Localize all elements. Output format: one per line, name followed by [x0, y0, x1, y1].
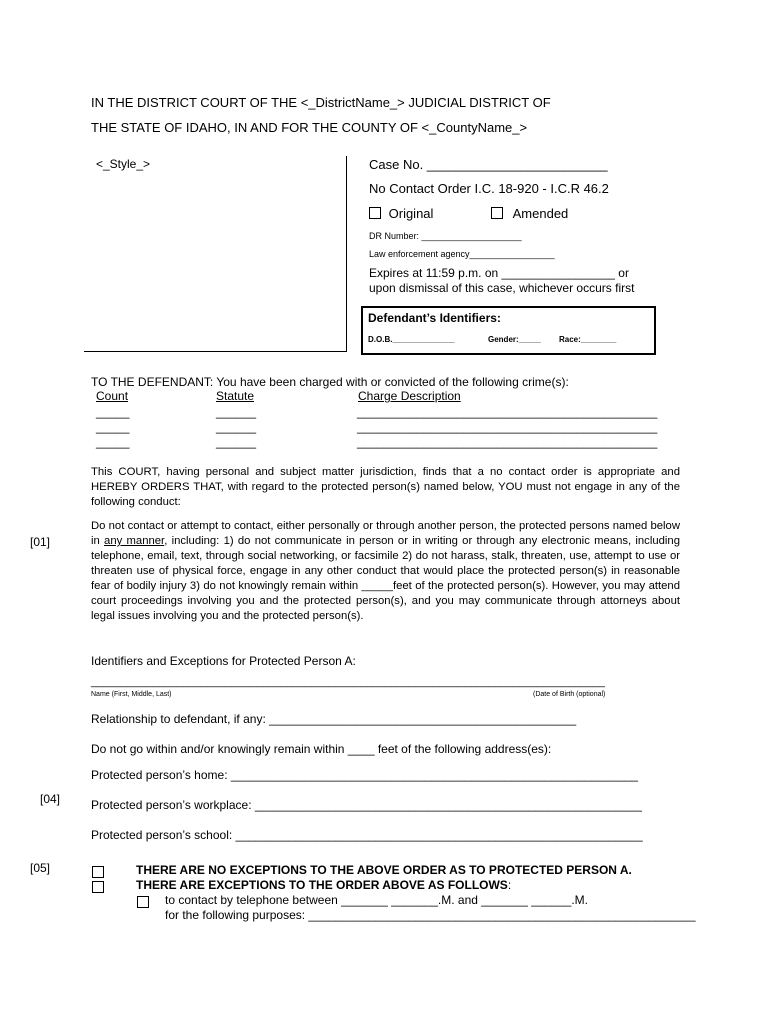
telephone-exception-checkbox[interactable] — [137, 894, 149, 912]
distance-address-line[interactable]: Do not go within and/or knowingly remain within ____ feet of the following address(es): — [91, 742, 552, 756]
any-manner-text: any manner — [104, 535, 165, 547]
description-header: Charge Description — [358, 389, 461, 403]
gender-field[interactable]: Gender:_____ — [488, 335, 541, 344]
section-04-number: [04] — [40, 792, 61, 806]
purposes-field[interactable]: for the following purposes: __________________________________________________________ — [165, 908, 696, 922]
caption-divider — [346, 156, 347, 352]
workplace-address-field[interactable]: Protected person’s workplace: __________________________________________________________ — [91, 798, 642, 812]
exceptions-checkbox[interactable] — [92, 879, 104, 897]
relationship-field[interactable]: Relationship to defendant, if any: ______________________________________________ — [91, 712, 577, 726]
section-01-text: feet of the protected person(s). However, you may attend court proceedings involving you and the protected person(s), and you may communicate through attorneys about legal issues involving you and the protected person(s). — [91, 580, 680, 622]
dob-field[interactable]: D.O.B.______________ — [368, 335, 455, 344]
charge-statute[interactable]: ______ — [216, 420, 257, 434]
law-agency-field[interactable]: Law enforcement agency_________________ — [369, 249, 555, 259]
charge-description[interactable]: _____________________________________________ — [357, 405, 658, 419]
case-number[interactable]: Case No. _________________________ — [369, 157, 608, 172]
original-checkbox[interactable] — [369, 207, 381, 219]
charge-description[interactable]: _____________________________________________ — [357, 420, 658, 434]
findings-paragraph: This COURT, having personal and subject matter jurisdiction, finds that a no contact order is appropriate and HEREBY ORDERS THAT, with regard to the protected person(s) named below, YOU must not engage in any of the following conduct: — [91, 466, 680, 508]
charge-statute[interactable]: ______ — [216, 405, 257, 419]
original-option[interactable] — [369, 206, 433, 221]
caption-bottom-rule — [84, 351, 347, 352]
person-a-heading: Identifiers and Exceptions for Protected Person A: — [91, 654, 356, 668]
court-header-line-1: IN THE DISTRICT COURT OF THE <_DistrictName_> JUDICIAL DISTRICT OF — [91, 95, 551, 110]
telephone-exception-field[interactable]: to contact by telephone between _______ _______.M. and _______ ______.M. — [165, 893, 589, 907]
name-caption: Name (First, Middle, Last) — [91, 691, 172, 698]
school-address-field[interactable]: Protected person’s school: _____________________________________________________________ — [91, 828, 643, 842]
section-01-paragraph — [91, 519, 680, 624]
charge-count[interactable]: _____ — [96, 405, 130, 419]
dr-number-field[interactable]: DR Number: ____________________ — [369, 231, 522, 241]
section-01-text: , including: 1) do not communicate in person or in writing or through any electronic means, including telephone, email, text, through social networking, or facsimile 2) do not harass, stalk, threaten, use, attempt to use or threaten use of physical force, engage in any other conduct that would place the protected person(s) in reasonable fear of bodily injury 3) do not knowingly remain within — [91, 535, 680, 592]
amended-option[interactable] — [491, 206, 568, 221]
original-label: Original — [388, 206, 434, 221]
style-placeholder: <_Style_> — [96, 157, 151, 171]
charge-description[interactable]: _____________________________________________ — [357, 435, 658, 449]
home-address-field[interactable]: Protected person’s home: _____________________________________________________________ — [91, 768, 638, 782]
exceptions-label — [136, 878, 511, 892]
no-exceptions-label: THERE ARE NO EXCEPTIONS TO THE ABOVE ORDER AS TO PROTECTED PERSON A. — [136, 863, 632, 877]
charge-count[interactable]: _____ — [96, 435, 130, 449]
count-header: Count — [96, 389, 129, 403]
charge-statute[interactable]: ______ — [216, 435, 257, 449]
expires-line-1: Expires at 11:59 p.m. on _________________ or — [369, 266, 629, 280]
race-field[interactable]: Race:________ — [559, 335, 617, 344]
section-01-number: [01] — [30, 535, 51, 549]
exceptions-colon: : — [507, 878, 512, 892]
section-05-number: [05] — [30, 861, 51, 875]
order-title: No Contact Order I.C. 18-920 - I.C.R 46.2 — [369, 181, 609, 196]
identifiers-title: Defendant’s Identifiers: — [368, 311, 501, 325]
expires-line-2: upon dismissal of this case, whichever occurs first — [369, 281, 635, 295]
distance-feet-blank[interactable]: _____ — [361, 580, 393, 592]
exceptions-text: THERE ARE EXCEPTIONS TO THE ORDER ABOVE AS FOLLOWS — [136, 878, 508, 892]
charge-count[interactable]: _____ — [96, 420, 130, 434]
person-a-name-line[interactable]: ____________________________________________________________________________________ — [91, 676, 605, 688]
court-header-line-2: THE STATE OF IDAHO, IN AND FOR THE COUNTY OF <_CountyName_> — [91, 120, 528, 135]
section-01-text: Do not contact or attempt to contact, either personally or through another person, the protected persons named below in — [91, 520, 680, 547]
amended-checkbox[interactable] — [491, 207, 503, 219]
amended-label: Amended — [512, 206, 569, 221]
statute-header: Statute — [216, 389, 255, 403]
dob-caption: (Date of Birth (optional) — [533, 691, 606, 698]
charges-intro: TO THE DEFENDANT: You have been charged with or convicted of the following crime(s): — [91, 375, 569, 389]
